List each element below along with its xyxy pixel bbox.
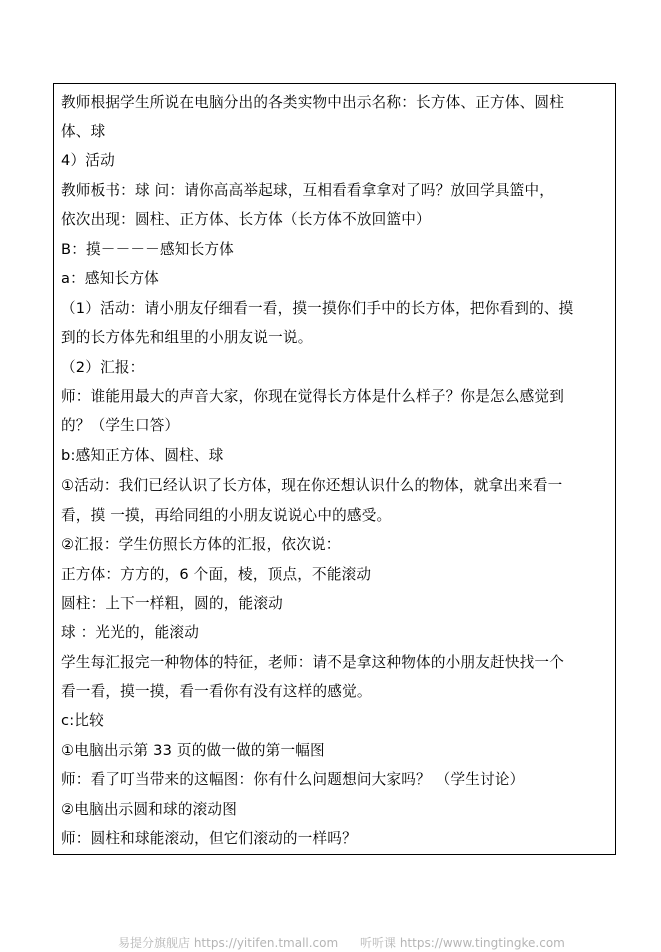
text-line: 看一看，摸一摸，看一看你有没有这样的感觉。 [61, 683, 372, 700]
footer-watermark [0, 934, 661, 952]
text-line: ②汇报：学生仿照长方体的汇报，依次说： [61, 536, 341, 553]
text-line: 师：圆柱和球能滚动，但它们滚动的一样吗？ [61, 830, 357, 847]
text-line: 球 ：光光的，能滚动 [61, 624, 199, 641]
text-line: c:比较 [61, 712, 104, 729]
text-line: ①活动：我们已经认识了长方体，现在你还想认识什么的物体，就拿出来看一 [61, 477, 563, 494]
text-line: 教师根据学生所说在电脑分出的各类实物中出示名称：长方体、正方体、圆柱 [61, 94, 564, 111]
text-line: a：感知长方体 [61, 270, 159, 287]
text-line: （1）活动：请小朋友仔细看一看，摸一摸你们手中的长方体，把你看到的、摸 [61, 300, 574, 317]
text-line: 到的长方体先和组里的小朋友说一说。 [61, 329, 313, 346]
text-line: 的？（学生口答） [61, 417, 180, 434]
text-line: 学生每汇报完一种物体的特征，老师：请不是拿这种物体的小朋友赶快找一个 [61, 654, 564, 671]
text-line: 体、球 [61, 123, 106, 140]
text-line: 师：谁能用最大的声音大家，你现在觉得长方体是什么样子？你是怎么感觉到 [61, 388, 564, 405]
footer-right-text: 听听课 https://www.tingtingke.com [360, 936, 565, 950]
text-line: 看，摸 一摸，再给同组的小朋友说说心中的感受。 [61, 507, 392, 524]
footer-left-text: 易提分旗舰店 https://yitifen.tmall.com [118, 936, 339, 950]
text-line: ①电脑出示第 33 页的做一做的第一幅图 [61, 742, 325, 759]
text-line: 教师板书：球 问：请你高高举起球，互相看看拿拿对了吗？放回学具篮中， [61, 182, 555, 199]
text-line: ②电脑出示圆和球的滚动图 [61, 801, 238, 818]
text-line: 4）活动 [61, 152, 115, 169]
text-line: （2）汇报： [61, 359, 145, 376]
text-line: 依次出现：圆柱、正方体、长方体（长方体不放回篮中） [61, 211, 431, 228]
text-line: b:感知正方体、圆柱、球 [61, 447, 224, 464]
text-line: 正方体：方方的，6 个面，棱，顶点，不能滚动 [61, 566, 372, 583]
text-line: B：摸－－－－感知长方体 [61, 241, 234, 258]
text-line: 圆柱：上下一样粗，圆的，能滚动 [61, 595, 283, 612]
text-line: 师：看了叮当带来的这幅图：你有什么问题想问大家吗？ （学生讨论） [61, 771, 525, 788]
